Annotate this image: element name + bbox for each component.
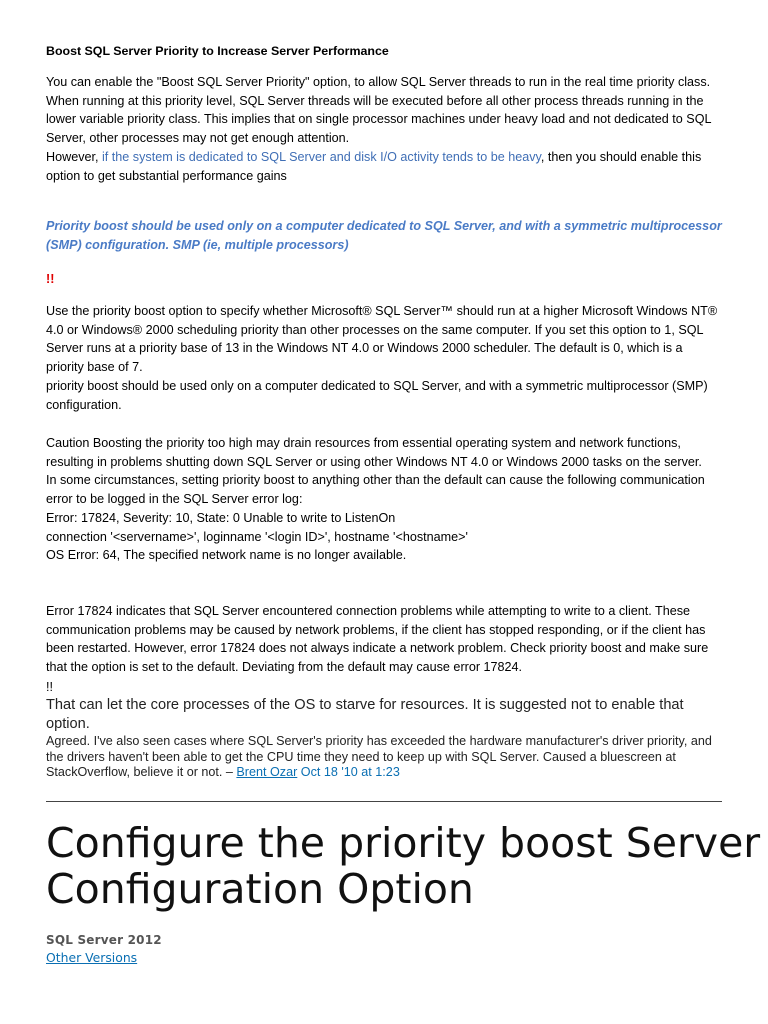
- comment-text: Agreed. I've also seen cases where SQL Server's priority has exceeded the hardware manufacturer's driver priority, and the drivers haven't been able to get the CPU time they need to keep up with SQL Server. Caused a bluescreen at StackOverflow, believe it or not. –: [46, 734, 712, 780]
- comment-author-link[interactable]: Brent Ozar: [236, 765, 298, 780]
- usage-recommendation: priority boost should be used only on a computer dedicated to SQL Server, and with a symmetric multiprocessor (SMP) configuration.: [46, 378, 708, 412]
- document-title: Boost SQL Server Priority to Increase Server Performance: [46, 44, 389, 58]
- error-line-3: OS Error: 64, The specified network name is no longer available.: [46, 548, 407, 563]
- usage-description: Use the priority boost option to specify whether Microsoft® SQL Server™ should run at a higher Microsoft Windows NT® 4.0 or Windows® 2000 scheduling priority than other processes on the same computer. If you set this option to 1, SQL Server runs at a priority base of 13 in the Windows NT 4.0 or Windows 2000 scheduler. The default is 0, which is a priority base of 7.: [46, 304, 718, 375]
- priority-boost-warning: Priority boost should be used only on a computer dedicated to SQL Server, and with a symmetric multiprocessor (SMP) configuration. SMP (ie, multiple processors): [46, 219, 722, 252]
- error-line-1: Error: 17824, Severity: 10, State: 0 Unable to write to ListenOn: [46, 510, 396, 525]
- caution-circumstances: In some circumstances, setting priority boost to anything other than the default can cause the following communication error to be logged in the SQL Server error log:: [46, 473, 705, 507]
- product-version: SQL Server 2012: [46, 933, 162, 947]
- intro-conclusion: , then you should enable this option to get substantial performance gains: [46, 149, 702, 183]
- intro-however: However,: [46, 149, 102, 164]
- exclamation-marker-2: !!: [46, 680, 53, 694]
- comment-date: Oct 18 '10 at 1:23: [297, 765, 400, 780]
- comment: [46, 734, 726, 781]
- error-line-2: connection '<servername>', loginname '<login ID>', hostname '<hostname>': [46, 529, 468, 544]
- caution-text: Caution Boosting the priority too high may drain resources from essential operating system and network functions, resulting in problems shutting down SQL Server or using other Windows NT 4.0 or Windows 2000 tasks on the server.: [46, 436, 702, 469]
- starvation-note: That can let the core processes of the OS to starve for resources. It is suggested not to enable that option.: [46, 697, 684, 732]
- other-versions-link[interactable]: Other Versions: [46, 950, 138, 965]
- error-explanation: Error 17824 indicates that SQL Server encountered connection problems while attempting to write to a client. These communication problems may be caused by network problems, if the client has stopped responding, or if the client has been restarted. However, error 17824 does not always indicate a network problem. Check priority boost and make sure that the option is set to the default. Deviating from the default may cause error 17824.: [46, 604, 709, 675]
- divider: [46, 801, 722, 802]
- intro-paragraph: [46, 73, 722, 185]
- usage-paragraph: [46, 302, 722, 414]
- intro-text: You can enable the "Boost SQL Server Priority" option, to allow SQL Server threads to run in the real time priority class. When running at this priority level, SQL Server threads will be executed before all other process threads running in the lower variable priority class. This implies that on single processor machines under heavy load and not dedicated to SQL Server, other processes may not get enough attention.: [46, 75, 712, 146]
- caution-paragraph: [46, 434, 722, 565]
- page-heading: Configure the priority boost Server Configuration Option: [46, 819, 761, 913]
- exclamation-marker: !!: [46, 272, 55, 286]
- intro-highlight: if the system is dedicated to SQL Server and disk I/O activity tends to be heavy: [102, 149, 541, 164]
